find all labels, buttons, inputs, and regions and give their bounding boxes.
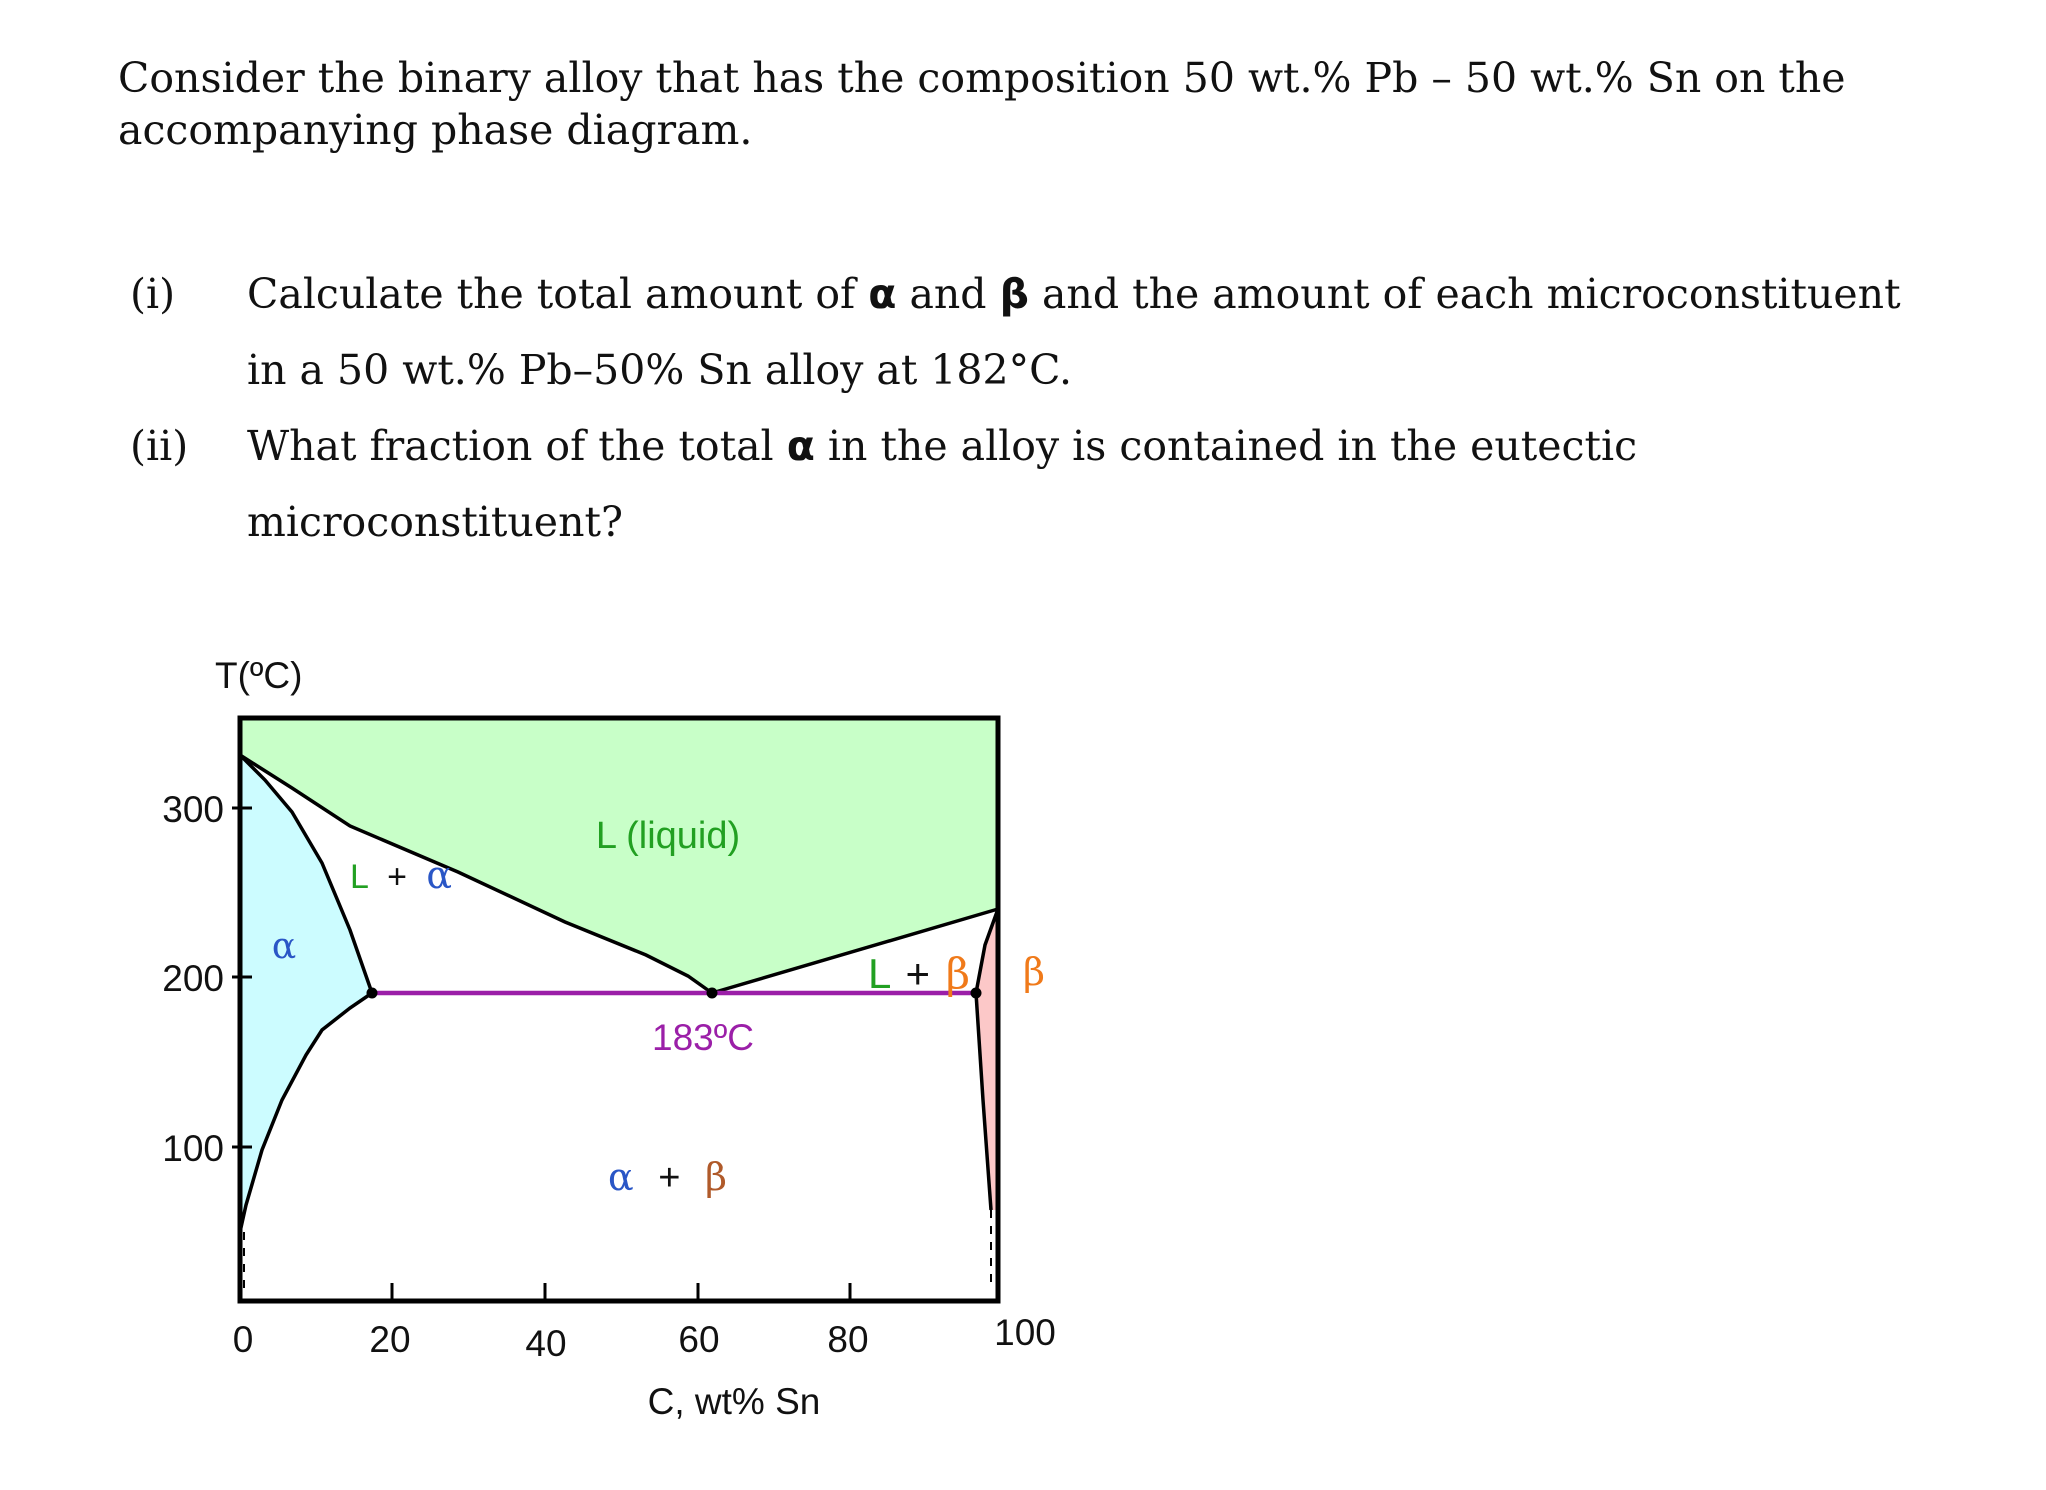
alpha-plus-beta-label <box>608 1155 727 1199</box>
intro-line-2: accompanying phase diagram. <box>118 106 753 154</box>
part-i-line-2: in a 50 wt.% Pb–50% Sn alloy at 182°C. <box>247 346 1073 394</box>
x-tick-label-40: 40 <box>525 1323 567 1364</box>
eutectic-point <box>707 988 718 999</box>
intro-line-1: Consider the binary alloy that has the composition 50 wt.% Pb – 50 wt.% Sn on the <box>118 54 1846 102</box>
eutectic-point-alpha <box>367 988 378 999</box>
l-plus-alpha-L: L <box>350 858 368 896</box>
l-plus-beta-label <box>868 949 970 998</box>
part-ii-line-2: microconstituent? <box>247 498 623 546</box>
part-i-line-1: Calculate the total amount of α and β and the amount of each microconstituent <box>247 270 1901 318</box>
l-plus-beta-L: L <box>868 950 890 997</box>
beta-symbol: β <box>999 270 1029 318</box>
alpha-region-label: α <box>271 926 297 967</box>
eutectic-point-beta <box>971 988 982 999</box>
x-tick-label-100: 100 <box>994 1312 1056 1353</box>
alpha-symbol: α <box>868 270 897 318</box>
x-tick-label-20: 20 <box>369 1319 411 1360</box>
eutectic-temperature-label: 183ºC <box>652 1017 754 1058</box>
y-axis-title: T(ºC) <box>215 655 303 696</box>
x-tick-label-60: 60 <box>678 1319 720 1360</box>
x-tick-label-80: 80 <box>827 1319 869 1360</box>
l-plus-alpha-alpha: α <box>426 853 453 897</box>
alpha-plus-beta-alpha: α <box>608 1155 634 1199</box>
l-plus-beta-beta: β <box>945 949 970 998</box>
y-tick-label-200: 200 <box>162 958 224 999</box>
part-ii-number: (ii) <box>130 422 189 470</box>
x-axis-title: C, wt% Sn <box>647 1381 821 1422</box>
beta-region-label: β <box>1023 950 1045 994</box>
y-tick-label-100: 100 <box>162 1128 224 1169</box>
alpha-plus-beta-plus: + <box>658 1157 681 1199</box>
dashed-extensions <box>244 1210 991 1290</box>
x-tick-label-0: 0 <box>232 1319 254 1360</box>
liquid-label: L (liquid) <box>595 815 741 857</box>
alpha-plus-beta-beta: β <box>705 1155 727 1199</box>
l-plus-alpha-label <box>350 853 452 897</box>
alpha-symbol: α <box>786 422 815 470</box>
part-ii-line-1: What fraction of the total α in the alloy is contained in the eutectic <box>247 422 1638 470</box>
y-tick-label-300: 300 <box>162 789 224 830</box>
l-plus-alpha-plus: + <box>387 858 407 896</box>
l-plus-beta-plus: + <box>905 950 931 997</box>
part-i-number: (i) <box>130 270 176 318</box>
